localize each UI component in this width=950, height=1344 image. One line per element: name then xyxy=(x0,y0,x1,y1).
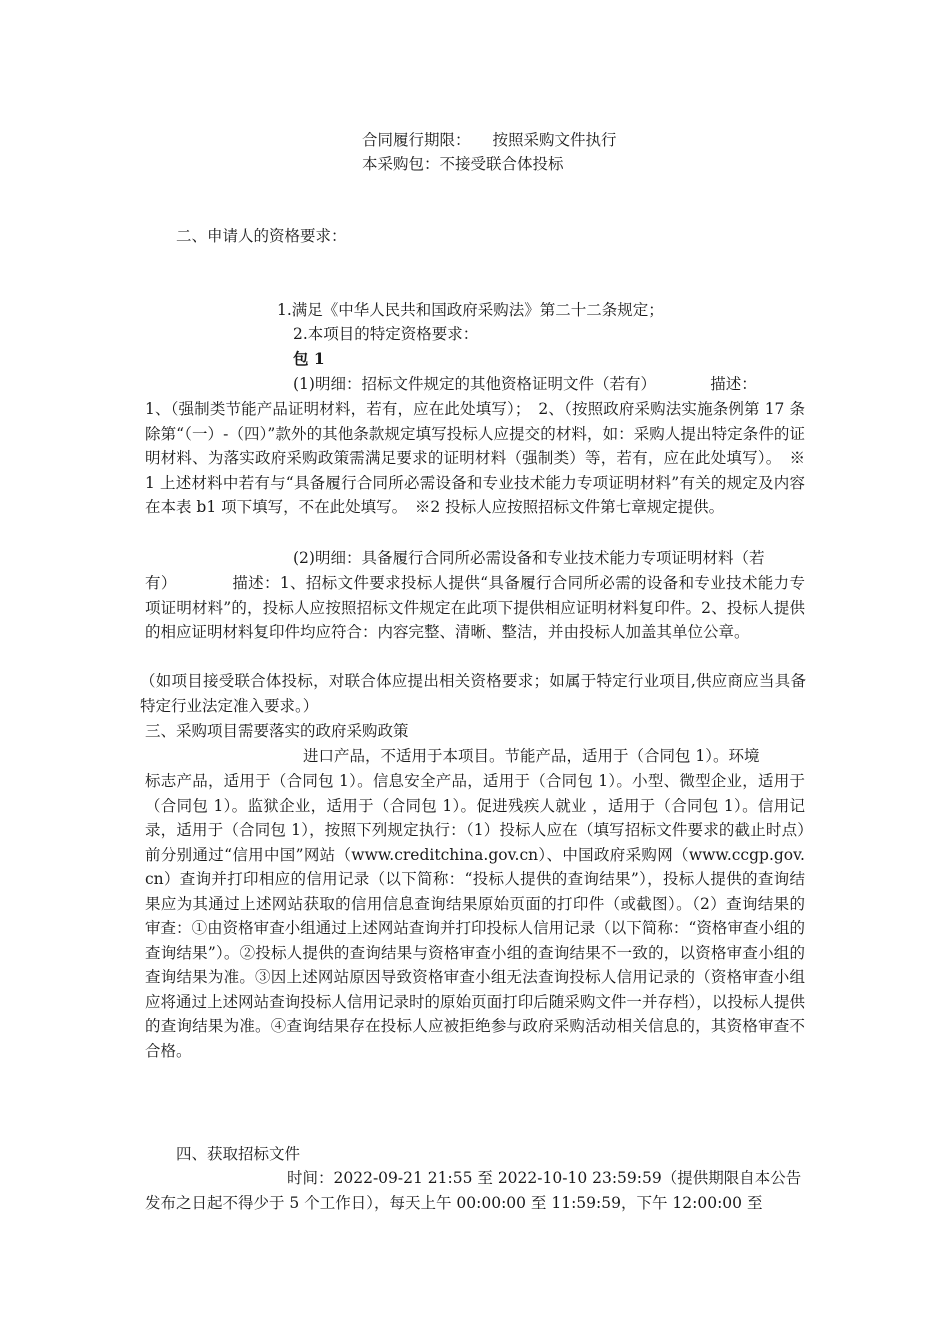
detail-1-lead: (1)明细：招标文件规定的其他资格证明文件（若有） 描述： xyxy=(293,375,757,393)
contract-period xyxy=(362,128,617,152)
contract-period-label: 合同履行期限： xyxy=(362,131,471,149)
section2-heading: 二、申请人的资格要求： xyxy=(176,227,347,245)
consortium-requirement: （如项目接受联合体投标，对联合体应提出相关资格要求；如属于特定行业项目,供应商应当具备特定行业法定准入要求。） xyxy=(140,672,806,715)
detail-2-lead: (2)明细：具备履行合同所必需设备和专业技术能力专项证明材料（若 xyxy=(293,549,765,567)
tender-time-body: 发布之日起不得少于 5 个工作日），每天上午 00:00:00 至 11:59:59，下午 12:00:00 至 xyxy=(145,1194,763,1212)
contract-period-value: 按照采购文件执行 xyxy=(492,131,617,149)
policy-body: 标志产品，适用于（合同包 1）。信息安全产品，适用于（合同包 1）。小型、微型企业，适用于（合同包 1）。监狱企业，适用于（合同包 1）。促进残疾人就业 ，适用于（合同包 1）。信用记录，适用于（合同包 1），按照下列规定执行：（1）投标人应在（填写招标文件要求的截止时点）前分别通过“信用中国”网站（www.creditchina.gov.cn）、中国政府采购网（www.ccgp.gov.cn）查询并打印相应的信用记录（以下简称：“投标人提供的查询结果”），投标人提供的查询结果应为其通过上述网站获取的信用信息查询结果原始页面的打印件（或截图）。（2）查询结果的审查：①由资格审查小组通过上述网站查询并打印投标人信用记录（以下简称：“资格审查小组的查询结果”）。②投标人提供的查询结果与资格审查小组的查询结果不一致的，以资格审查小组的查询结果为准。③因上述网站原因导致资格审查小组无法查询投标人信用记录的（资格审查小组应将通过上述网站查询投标人信用记录时的原始页面打印后随采购文件一并存档），以投标人提供的查询结果为准。④查询结果存在投标人应被拒绝参与政府采购活动相关信息的，其资格审查不合格。 xyxy=(145,772,805,1060)
consortium-note: 本采购包：不接受联合体投标 xyxy=(362,155,564,173)
detail-2-body: 有） 描述：1、招标文件要求投标人提供“具备履行合同所必需的设备和专业技术能力专项证明材料”的，投标人应按照招标文件规定在此项下提供相应证明材料复印件。2、投标人提供的相应证明材料复印件均应符合：内容完整、清晰、整洁，并由投标人加盖其单位公章。 xyxy=(145,574,805,641)
tender-time-first-line: 时间：2022-09-21 21:55 至 2022-10-10 23:59:59（提供期限自本公告 xyxy=(287,1169,802,1187)
detail-1-body: 1、（强制类节能产品证明材料，若有，应在此处填写）； 2、（按照政府采购法实施条例第 17 条除第“（一）-（四）”款外的其他条款规定填写投标人应提交的材料，如：采购人提出特定条件的证明材料、为落实政府采购政策需满足要求的证明材料（强制类）等，若有，应在此处填写）。 ※1 上述材料中若有与“具备履行合同所必需设备和专业技术能力专项证明材料”有关的规定及内容在本表 b1 项下填写，不在此处填写。 ※2 投标人应按照招标文件第七章规定提供。 xyxy=(145,400,805,516)
policy-first-line: 进口产品，不适用于本项目。节能产品，适用于（合同包 1）。环境 xyxy=(303,747,760,765)
section3-heading: 三、采购项目需要落实的政府采购政策 xyxy=(145,722,409,740)
qualification-item-2: 2.本项目的特定资格要求： xyxy=(293,325,479,343)
qualification-item-1: 1.满足《中华人民共和国政府采购法》第二十二条规定； xyxy=(277,301,664,319)
package-label: 包 1 xyxy=(293,349,325,368)
section4-heading: 四、获取招标文件 xyxy=(176,1145,301,1163)
